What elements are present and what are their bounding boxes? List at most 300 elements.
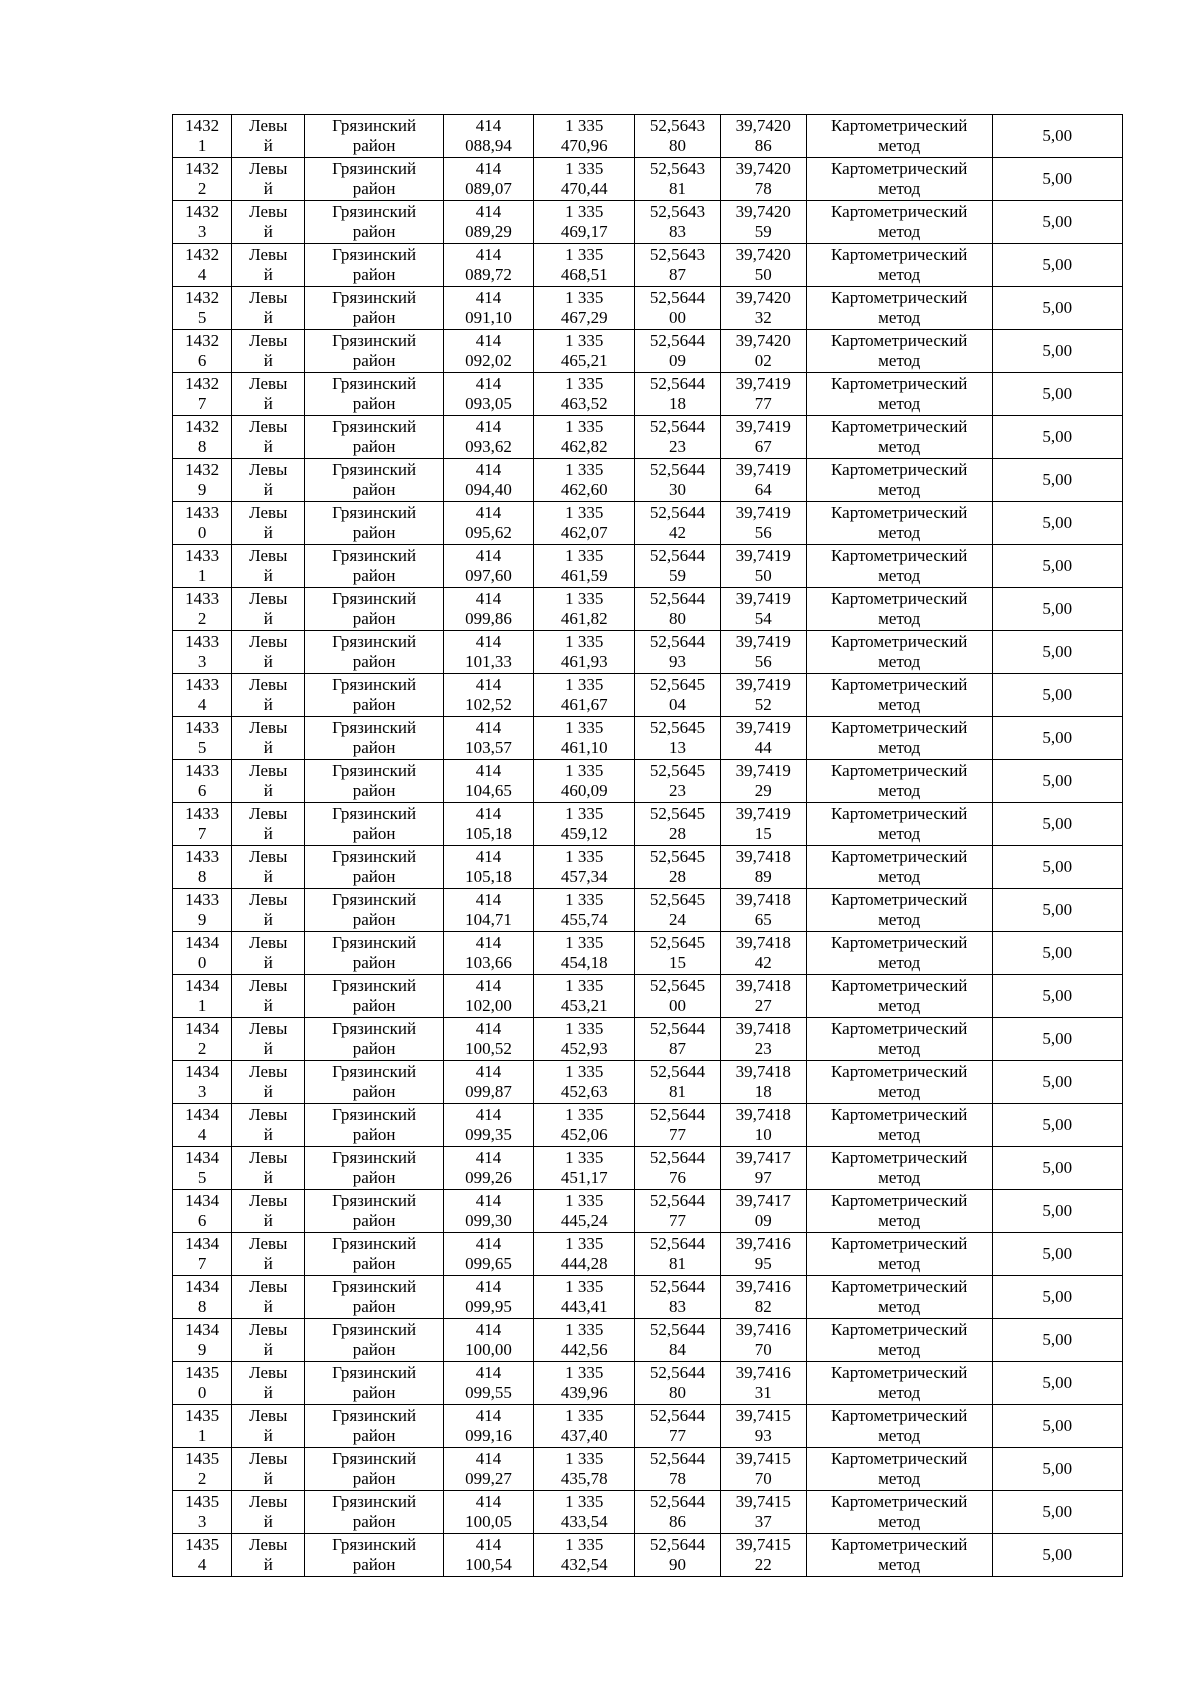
coord-x-cell-line: 414 — [475, 1492, 502, 1511]
method-cell — [806, 1319, 992, 1362]
point-number-cell-line: 3 — [197, 1512, 207, 1531]
point-number-cell-line: 1433 — [185, 761, 220, 780]
longitude-cell — [720, 889, 806, 932]
bank-side-cell-line: й — [263, 609, 273, 628]
coord-y-cell-line: 470,44 — [560, 179, 608, 198]
point-number-cell-line: 1 — [197, 566, 207, 585]
coord-y-cell-line: 461,93 — [560, 652, 608, 671]
coord-x-cell-line: 099,87 — [465, 1082, 512, 1101]
point-number-cell-line: 3 — [197, 1082, 207, 1101]
point-number-cell-line: 5 — [197, 308, 207, 327]
latitude-cell-line: 81 — [669, 1082, 687, 1101]
method-cell-line: Картометрический — [831, 1363, 968, 1382]
longitude-cell-line: 39,7415 — [735, 1406, 791, 1425]
point-number-cell-line: 1432 — [185, 202, 220, 221]
method-cell-line: Картометрический — [831, 718, 968, 737]
latitude-cell — [635, 1061, 720, 1104]
district-cell-line: район — [352, 996, 396, 1015]
bank-side-cell-line: й — [263, 1168, 273, 1187]
point-number-cell — [173, 588, 232, 631]
coord-x-cell-line: 093,62 — [465, 437, 512, 456]
latitude-cell-line: 23 — [669, 781, 687, 800]
coord-y-cell-line: 451,17 — [560, 1168, 608, 1187]
latitude-cell — [635, 932, 720, 975]
district-cell-line: район — [352, 1426, 396, 1445]
method-cell-line: метод — [878, 523, 921, 542]
method-cell-line: метод — [878, 824, 921, 843]
coord-y-cell-line: 1 335 — [565, 933, 604, 952]
longitude-cell-line: 39,7418 — [735, 933, 791, 952]
method-cell-line: метод — [878, 695, 921, 714]
coord-y-cell-line: 1 335 — [565, 1148, 604, 1167]
point-number-cell — [173, 1104, 232, 1147]
error-cell: 5,00 — [992, 1491, 1122, 1534]
error-cell: 5,00 — [992, 201, 1122, 244]
district-cell-line: район — [352, 437, 396, 456]
coord-y-cell-line: 469,17 — [560, 222, 608, 241]
longitude-cell-line: 97 — [754, 1168, 772, 1187]
method-cell-line: Картометрический — [831, 1191, 968, 1210]
point-number-cell-line: 1435 — [185, 1449, 220, 1468]
coord-x-cell-line: 099,27 — [465, 1469, 512, 1488]
coord-y-cell-line: 443,41 — [560, 1297, 608, 1316]
latitude-cell-line: 52,5644 — [649, 546, 706, 565]
method-cell-line: метод — [878, 480, 921, 499]
coord-y-cell — [534, 1018, 635, 1061]
district-cell-line: Грязинский — [332, 1234, 417, 1253]
point-number-cell-line: 1434 — [185, 1105, 220, 1124]
bank-side-cell — [232, 459, 305, 502]
longitude-cell-line: 64 — [754, 480, 772, 499]
point-number-cell-line: 8 — [197, 867, 207, 886]
error-cell: 5,00 — [992, 717, 1122, 760]
longitude-cell-line: 22 — [754, 1555, 772, 1574]
method-cell-line: метод — [878, 910, 921, 929]
district-cell — [305, 975, 443, 1018]
district-cell — [305, 1448, 443, 1491]
bank-side-cell-line: Левы — [249, 1320, 288, 1339]
coord-x-cell — [443, 1491, 533, 1534]
bank-side-cell-line: Левы — [249, 245, 288, 264]
latitude-cell-line: 00 — [669, 996, 687, 1015]
table-row — [173, 932, 1123, 975]
latitude-cell — [635, 330, 720, 373]
district-cell-line: район — [352, 136, 396, 155]
latitude-cell-line: 00 — [669, 308, 687, 327]
bank-side-cell-line: й — [263, 1469, 273, 1488]
error-cell: 5,00 — [992, 244, 1122, 287]
district-cell — [305, 330, 443, 373]
point-number-cell-line: 7 — [197, 394, 207, 413]
bank-side-cell-line: й — [263, 1297, 273, 1316]
bank-side-cell-line: Левы — [249, 1234, 288, 1253]
district-cell — [305, 717, 443, 760]
longitude-cell-line: 56 — [754, 652, 772, 671]
bank-side-cell-line: Левы — [249, 675, 288, 694]
point-number-cell-line: 1435 — [185, 1492, 220, 1511]
bank-side-cell — [232, 932, 305, 975]
latitude-cell-line: 52,5644 — [649, 417, 706, 436]
point-number-cell-line: 1 — [197, 136, 207, 155]
point-number-cell-line: 1433 — [185, 847, 220, 866]
district-cell-line: Грязинский — [332, 374, 417, 393]
method-cell-line: метод — [878, 1297, 921, 1316]
coord-y-cell-line: 1 335 — [565, 1449, 604, 1468]
bank-side-cell — [232, 416, 305, 459]
longitude-cell-line: 39,7419 — [735, 417, 791, 436]
coord-x-cell-line: 095,62 — [465, 523, 512, 542]
longitude-cell-line: 39,7416 — [735, 1234, 791, 1253]
error-cell: 5,00 — [992, 1233, 1122, 1276]
coord-x-cell-line: 102,52 — [465, 695, 512, 714]
coord-x-cell-line: 414 — [475, 417, 502, 436]
coord-x-cell-line: 414 — [475, 288, 502, 307]
method-cell — [806, 373, 992, 416]
latitude-cell-line: 52,5644 — [649, 503, 706, 522]
method-cell — [806, 631, 992, 674]
longitude-cell-line: 29 — [754, 781, 772, 800]
coord-x-cell-line: 414 — [475, 159, 502, 178]
district-cell-line: район — [352, 480, 396, 499]
latitude-cell-line: 81 — [669, 179, 687, 198]
longitude-cell — [720, 502, 806, 545]
point-number-cell — [173, 1276, 232, 1319]
longitude-cell-line: 39,7419 — [735, 804, 791, 823]
district-cell — [305, 201, 443, 244]
latitude-cell-line: 90 — [669, 1555, 687, 1574]
latitude-cell-line: 59 — [669, 566, 687, 585]
latitude-cell-line: 52,5643 — [649, 116, 706, 135]
coord-x-cell-line: 414 — [475, 847, 502, 866]
coord-x-cell-line: 097,60 — [465, 566, 512, 585]
latitude-cell-line: 52,5644 — [649, 1191, 706, 1210]
longitude-cell — [720, 1362, 806, 1405]
coord-y-cell — [534, 846, 635, 889]
coordinates-table — [172, 114, 1123, 1577]
bank-side-cell-line: Левы — [249, 1277, 288, 1296]
longitude-cell-line: 39,7419 — [735, 761, 791, 780]
coord-y-cell — [534, 201, 635, 244]
error-cell: 5,00 — [992, 545, 1122, 588]
point-number-cell — [173, 846, 232, 889]
error-cell: 5,00 — [992, 1190, 1122, 1233]
method-cell — [806, 846, 992, 889]
bank-side-cell — [232, 1104, 305, 1147]
method-cell — [806, 502, 992, 545]
method-cell — [806, 1276, 992, 1319]
error-cell: 5,00 — [992, 889, 1122, 932]
bank-side-cell-line: й — [263, 781, 273, 800]
table-row — [173, 1104, 1123, 1147]
method-cell-line: Картометрический — [831, 675, 968, 694]
error-cell: 5,00 — [992, 631, 1122, 674]
method-cell-line: Картометрический — [831, 1320, 968, 1339]
table-row — [173, 1491, 1123, 1534]
latitude-cell — [635, 287, 720, 330]
coord-y-cell — [534, 889, 635, 932]
latitude-cell-line: 52,5644 — [649, 374, 706, 393]
latitude-cell — [635, 416, 720, 459]
longitude-cell-line: 89 — [754, 867, 772, 886]
latitude-cell-line: 52,5644 — [649, 632, 706, 651]
longitude-cell-line: 39,7420 — [735, 245, 791, 264]
longitude-cell-line: 09 — [754, 1211, 772, 1230]
latitude-cell-line: 28 — [669, 867, 687, 886]
coord-y-cell-line: 468,51 — [560, 265, 608, 284]
coord-y-cell-line: 432,54 — [560, 1555, 608, 1574]
method-cell-line: метод — [878, 1340, 921, 1359]
coord-x-cell-line: 100,00 — [465, 1340, 512, 1359]
bank-side-cell-line: Левы — [249, 331, 288, 350]
latitude-cell-line: 86 — [669, 1512, 687, 1531]
district-cell — [305, 674, 443, 717]
latitude-cell-line: 83 — [669, 222, 687, 241]
district-cell — [305, 846, 443, 889]
district-cell-line: Грязинский — [332, 245, 417, 264]
district-cell-line: Грязинский — [332, 546, 417, 565]
latitude-cell-line: 52,5644 — [649, 1062, 706, 1081]
point-number-cell — [173, 158, 232, 201]
latitude-cell-line: 87 — [669, 1039, 687, 1058]
point-number-cell-line: 1434 — [185, 1148, 220, 1167]
longitude-cell — [720, 1104, 806, 1147]
method-cell-line: Картометрический — [831, 933, 968, 952]
longitude-cell — [720, 1147, 806, 1190]
longitude-cell — [720, 1534, 806, 1577]
bank-side-cell-line: Левы — [249, 1148, 288, 1167]
method-cell-line: Картометрический — [831, 632, 968, 651]
table-row — [173, 1276, 1123, 1319]
bank-side-cell — [232, 1448, 305, 1491]
coord-x-cell — [443, 502, 533, 545]
table-row — [173, 330, 1123, 373]
bank-side-cell-line: Левы — [249, 1062, 288, 1081]
method-cell — [806, 803, 992, 846]
latitude-cell — [635, 588, 720, 631]
coord-x-cell — [443, 975, 533, 1018]
table-row — [173, 674, 1123, 717]
district-cell-line: Грязинский — [332, 1105, 417, 1124]
longitude-cell — [720, 717, 806, 760]
longitude-cell-line: 39,7419 — [735, 718, 791, 737]
table-row — [173, 244, 1123, 287]
coord-y-cell-line: 1 335 — [565, 1277, 604, 1296]
point-number-cell-line: 8 — [197, 1297, 207, 1316]
bank-side-cell-line: Левы — [249, 933, 288, 952]
latitude-cell-line: 84 — [669, 1340, 687, 1359]
coord-y-cell-line: 1 335 — [565, 202, 604, 221]
bank-side-cell-line: й — [263, 1082, 273, 1101]
coord-x-cell — [443, 674, 533, 717]
longitude-cell — [720, 1448, 806, 1491]
longitude-cell — [720, 1018, 806, 1061]
district-cell — [305, 803, 443, 846]
error-cell: 5,00 — [992, 1147, 1122, 1190]
coord-x-cell — [443, 1534, 533, 1577]
method-cell-line: Картометрический — [831, 1062, 968, 1081]
latitude-cell — [635, 717, 720, 760]
latitude-cell-line: 52,5645 — [649, 718, 706, 737]
method-cell — [806, 459, 992, 502]
point-number-cell — [173, 115, 232, 158]
point-number-cell — [173, 1362, 232, 1405]
table-row — [173, 1061, 1123, 1104]
bank-side-cell-line: Левы — [249, 976, 288, 995]
point-number-cell-line: 2 — [197, 179, 207, 198]
bank-side-cell — [232, 502, 305, 545]
coord-x-cell-line: 414 — [475, 1191, 502, 1210]
longitude-cell — [720, 803, 806, 846]
method-cell — [806, 1233, 992, 1276]
table-row — [173, 1362, 1123, 1405]
method-cell — [806, 1362, 992, 1405]
method-cell-line: Картометрический — [831, 460, 968, 479]
district-cell-line: район — [352, 609, 396, 628]
point-number-cell-line: 5 — [197, 1168, 207, 1187]
latitude-cell — [635, 244, 720, 287]
longitude-cell-line: 39,7419 — [735, 675, 791, 694]
point-number-cell — [173, 717, 232, 760]
latitude-cell-line: 52,5644 — [649, 1535, 706, 1554]
coord-x-cell — [443, 1448, 533, 1491]
coord-x-cell — [443, 889, 533, 932]
bank-side-cell-line: й — [263, 996, 273, 1015]
latitude-cell-line: 30 — [669, 480, 687, 499]
bank-side-cell-line: й — [263, 222, 273, 241]
coord-x-cell-line: 100,54 — [465, 1555, 512, 1574]
method-cell-line: Картометрический — [831, 1277, 968, 1296]
method-cell-line: Картометрический — [831, 1406, 968, 1425]
method-cell-line: метод — [878, 781, 921, 800]
longitude-cell-line: 32 — [754, 308, 772, 327]
latitude-cell-line: 77 — [669, 1211, 687, 1230]
coord-x-cell-line: 414 — [475, 761, 502, 780]
method-cell — [806, 1104, 992, 1147]
latitude-cell-line: 23 — [669, 437, 687, 456]
table-row — [173, 287, 1123, 330]
method-cell — [806, 932, 992, 975]
method-cell — [806, 1061, 992, 1104]
district-cell-line: район — [352, 1168, 396, 1187]
error-cell: 5,00 — [992, 1362, 1122, 1405]
coord-x-cell-line: 414 — [475, 976, 502, 995]
latitude-cell-line: 24 — [669, 910, 687, 929]
longitude-cell-line: 70 — [754, 1340, 772, 1359]
table-row — [173, 201, 1123, 244]
coord-y-cell-line: 433,54 — [560, 1512, 608, 1531]
point-number-cell-line: 1432 — [185, 159, 220, 178]
coord-x-cell — [443, 1147, 533, 1190]
latitude-cell — [635, 201, 720, 244]
coord-x-cell — [443, 1276, 533, 1319]
coord-y-cell — [534, 932, 635, 975]
district-cell — [305, 115, 443, 158]
coord-y-cell — [534, 717, 635, 760]
method-cell-line: Картометрический — [831, 890, 968, 909]
district-cell-line: Грязинский — [332, 1449, 417, 1468]
bank-side-cell-line: й — [263, 1426, 273, 1445]
point-number-cell-line: 1432 — [185, 374, 220, 393]
coord-x-cell — [443, 846, 533, 889]
coord-x-cell-line: 088,94 — [465, 136, 512, 155]
latitude-cell — [635, 1319, 720, 1362]
coord-y-cell — [534, 1104, 635, 1147]
district-cell-line: район — [352, 308, 396, 327]
district-cell-line: район — [352, 1512, 396, 1531]
coord-y-cell-line: 463,52 — [560, 394, 608, 413]
coord-x-cell — [443, 588, 533, 631]
point-number-cell-line: 1434 — [185, 1320, 220, 1339]
coord-y-cell-line: 452,06 — [560, 1125, 608, 1144]
coord-x-cell-line: 414 — [475, 632, 502, 651]
point-number-cell-line: 1433 — [185, 503, 220, 522]
district-cell-line: Грязинский — [332, 718, 417, 737]
coord-y-cell-line: 452,93 — [560, 1039, 608, 1058]
coord-y-cell-line: 1 335 — [565, 288, 604, 307]
longitude-cell-line: 39,7420 — [735, 116, 791, 135]
district-cell — [305, 1061, 443, 1104]
coord-y-cell — [534, 1233, 635, 1276]
point-number-cell-line: 1 — [197, 1426, 207, 1445]
latitude-cell — [635, 158, 720, 201]
coord-x-cell-line: 099,30 — [465, 1211, 512, 1230]
longitude-cell-line: 39,7418 — [735, 890, 791, 909]
district-cell-line: район — [352, 222, 396, 241]
district-cell — [305, 1319, 443, 1362]
table-row — [173, 502, 1123, 545]
point-number-cell — [173, 975, 232, 1018]
coord-y-cell-line: 454,18 — [560, 953, 608, 972]
point-number-cell — [173, 932, 232, 975]
district-cell-line: район — [352, 523, 396, 542]
latitude-cell-line: 52,5645 — [649, 761, 706, 780]
coord-y-cell-line: 1 335 — [565, 1492, 604, 1511]
latitude-cell-line: 52,5643 — [649, 159, 706, 178]
method-cell-line: метод — [878, 953, 921, 972]
point-number-cell-line: 1432 — [185, 460, 220, 479]
district-cell-line: Грязинский — [332, 890, 417, 909]
district-cell-line: Грязинский — [332, 1406, 417, 1425]
coord-x-cell — [443, 201, 533, 244]
district-cell-line: район — [352, 695, 396, 714]
bank-side-cell-line: й — [263, 1383, 273, 1402]
table-row — [173, 1233, 1123, 1276]
bank-side-cell-line: Левы — [249, 804, 288, 823]
district-cell — [305, 158, 443, 201]
district-cell-line: Грязинский — [332, 1062, 417, 1081]
method-cell-line: метод — [878, 566, 921, 585]
point-number-cell-line: 2 — [197, 1469, 207, 1488]
district-cell — [305, 1233, 443, 1276]
coord-x-cell-line: 099,86 — [465, 609, 512, 628]
method-cell-line: Картометрический — [831, 503, 968, 522]
coord-x-cell — [443, 717, 533, 760]
district-cell-line: район — [352, 1125, 396, 1144]
longitude-cell-line: 78 — [754, 179, 772, 198]
bank-side-cell-line: Левы — [249, 890, 288, 909]
longitude-cell-line: 39,7416 — [735, 1277, 791, 1296]
latitude-cell-line: 52,5644 — [649, 331, 706, 350]
coord-y-cell-line: 1 335 — [565, 976, 604, 995]
method-cell — [806, 674, 992, 717]
latitude-cell-line: 28 — [669, 824, 687, 843]
bank-side-cell — [232, 760, 305, 803]
coord-y-cell-line: 1 335 — [565, 1105, 604, 1124]
longitude-cell-line: 39,7419 — [735, 374, 791, 393]
coord-x-cell — [443, 244, 533, 287]
method-cell — [806, 244, 992, 287]
latitude-cell-line: 93 — [669, 652, 687, 671]
